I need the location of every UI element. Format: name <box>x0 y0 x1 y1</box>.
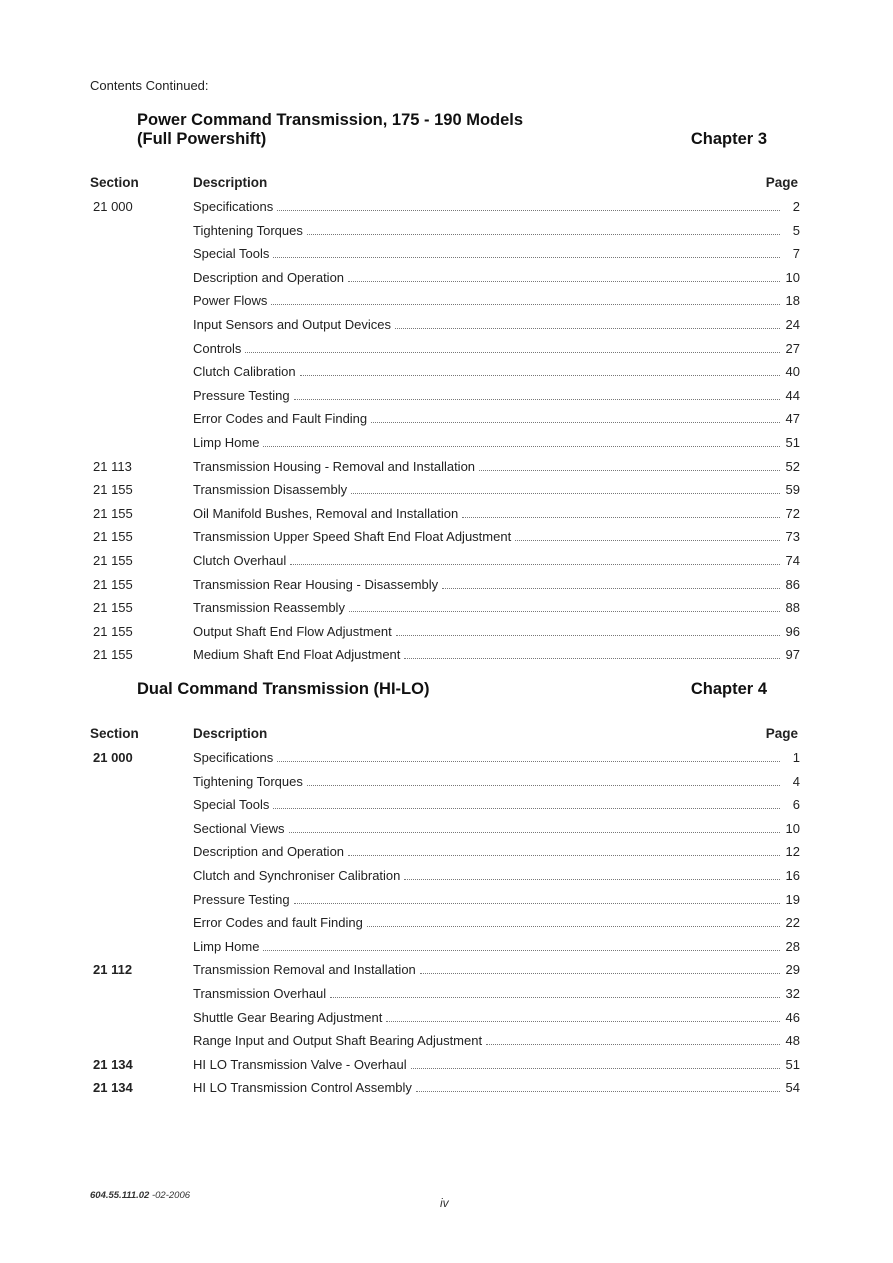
toc-entry-description: Controls <box>193 341 245 356</box>
dot-leader <box>386 1020 779 1022</box>
toc-entry-description: Output Shaft End Flow Adjustment <box>193 624 396 639</box>
toc-entry <box>88 246 800 270</box>
toc-entry-description: Oil Manifold Bushes, Removal and Installation <box>193 506 462 521</box>
toc-entry-section: 21 155 <box>93 600 133 616</box>
toc-entry-page: 27 <box>785 340 800 356</box>
toc-entry <box>88 915 800 939</box>
section-column-header: Section <box>90 726 139 741</box>
document-number: 604.55.111.02 <box>90 1190 150 1201</box>
chapter-4-heading <box>137 680 767 699</box>
dot-leader <box>307 233 780 235</box>
dot-leader <box>273 256 780 258</box>
toc-entry-page: 18 <box>785 293 800 309</box>
toc-entry-description: Specifications <box>193 750 277 765</box>
contents-continued-label: Contents Continued: <box>90 78 209 93</box>
toc-entry-section: 21 112 <box>93 962 133 978</box>
dot-leader <box>420 972 780 974</box>
toc-entry-page: 7 <box>792 246 800 262</box>
toc-entry-page: 10 <box>785 269 800 285</box>
toc-header-row <box>88 175 800 199</box>
toc-entry-section: 21 155 <box>93 576 133 592</box>
toc-entry-description: Transmission Housing - Removal and Installation <box>193 459 479 474</box>
toc-entry-section: 21 155 <box>93 482 133 498</box>
dot-leader <box>367 925 780 927</box>
toc-entry-description: Tightening Torques <box>193 774 307 789</box>
page-column-header: Page <box>765 726 798 741</box>
chapter-4-toc-table <box>88 726 800 1104</box>
toc-entry-description: Description and Operation <box>193 844 348 859</box>
chapter-4-toc-rows <box>88 750 800 1104</box>
toc-entry <box>88 388 800 412</box>
toc-entry-description: Tightening Torques <box>193 223 307 238</box>
toc-entry <box>88 986 800 1010</box>
toc-entry-page: 6 <box>792 797 800 813</box>
dot-leader <box>462 516 779 518</box>
toc-entry <box>88 317 800 341</box>
toc-entry-section: 21 155 <box>93 623 133 639</box>
chapter-4-title-line1: Dual Command Transmission (HI-LO) <box>137 680 430 698</box>
toc-entry-page: 40 <box>785 364 800 380</box>
dot-leader <box>411 1067 780 1069</box>
description-column-header: Description <box>193 726 268 741</box>
toc-entry-page: 59 <box>785 482 800 498</box>
toc-entry <box>88 293 800 317</box>
dot-leader <box>349 610 780 612</box>
dot-leader <box>290 563 779 565</box>
toc-entry-page: 44 <box>785 387 800 403</box>
toc-entry <box>88 600 800 624</box>
chapter-3-label: Chapter 3 <box>690 130 767 148</box>
toc-entry-page: 51 <box>785 1056 800 1072</box>
page-number: iv <box>440 1196 449 1210</box>
toc-entry <box>88 199 800 223</box>
toc-entry-page: 73 <box>785 529 800 545</box>
dot-leader <box>294 902 780 904</box>
toc-entry-section: 21 113 <box>93 458 132 474</box>
chapter-3-heading <box>137 111 767 149</box>
toc-entry <box>88 435 800 459</box>
toc-entry <box>88 892 800 916</box>
toc-entry-page: 46 <box>785 1009 800 1025</box>
toc-entry-description: Error Codes and fault Finding <box>193 915 367 930</box>
dot-leader <box>330 996 779 998</box>
toc-entry-description: Special Tools <box>193 797 273 812</box>
toc-entry <box>88 459 800 483</box>
toc-entry-description: Clutch Calibration <box>193 364 300 379</box>
toc-entry <box>88 750 800 774</box>
dot-leader <box>273 807 780 809</box>
toc-entry <box>88 506 800 530</box>
toc-entry-page: 29 <box>785 962 800 978</box>
toc-entry-description: Input Sensors and Output Devices <box>193 317 395 332</box>
toc-entry-description: HI LO Transmission Control Assembly <box>193 1080 416 1095</box>
toc-entry-description: Pressure Testing <box>193 388 294 403</box>
page-column-header: Page <box>765 175 798 190</box>
dot-leader <box>486 1043 779 1045</box>
dot-leader <box>263 949 779 951</box>
toc-entry-page: 51 <box>785 434 800 450</box>
toc-entry-page: 52 <box>785 458 800 474</box>
toc-entry-description: Power Flows <box>193 293 271 308</box>
toc-entry-description: HI LO Transmission Valve - Overhaul <box>193 1057 411 1072</box>
toc-entry <box>88 868 800 892</box>
document-code <box>90 1190 190 1201</box>
toc-entry-description: Transmission Disassembly <box>193 482 351 497</box>
toc-entry <box>88 1057 800 1081</box>
toc-entry <box>88 341 800 365</box>
toc-entry <box>88 364 800 388</box>
toc-entry-description: Description and Operation <box>193 270 348 285</box>
dot-leader <box>277 209 780 211</box>
toc-entry <box>88 223 800 247</box>
toc-entry-description: Transmission Removal and Installation <box>193 962 420 977</box>
toc-entry <box>88 577 800 601</box>
toc-entry <box>88 962 800 986</box>
dot-leader <box>442 587 779 589</box>
document-date: -02-2006 <box>151 1190 191 1201</box>
dot-leader <box>348 280 780 282</box>
toc-entry-page: 1 <box>792 750 800 765</box>
toc-entry <box>88 624 800 648</box>
dot-leader <box>404 657 779 659</box>
chapter-4-label: Chapter 4 <box>690 680 767 698</box>
toc-entry <box>88 647 800 671</box>
dot-leader <box>300 374 780 376</box>
toc-entry-page: 10 <box>785 820 800 836</box>
toc-entry-description: Error Codes and Fault Finding <box>193 411 371 426</box>
toc-entry <box>88 1033 800 1057</box>
dot-leader <box>307 784 780 786</box>
dot-leader <box>245 351 779 353</box>
section-column-header: Section <box>90 175 139 190</box>
toc-entry-description: Transmission Reassembly <box>193 600 349 615</box>
toc-entry-section: 21 155 <box>93 552 133 568</box>
toc-entry-section: 21 134 <box>93 1080 133 1096</box>
toc-entry-page: 22 <box>785 915 800 931</box>
toc-entry-page: 88 <box>785 600 800 616</box>
chapter-3-title-line2: (Full Powershift) <box>137 130 267 148</box>
toc-entry <box>88 844 800 868</box>
description-column-header: Description <box>193 175 268 190</box>
dot-leader <box>395 327 780 329</box>
toc-header-row <box>88 726 800 750</box>
toc-entry-page: 19 <box>785 891 800 907</box>
toc-entry-page: 4 <box>792 773 800 789</box>
toc-entry <box>88 482 800 506</box>
toc-entry-page: 24 <box>785 316 800 332</box>
dot-leader <box>515 539 779 541</box>
toc-entry <box>88 270 800 294</box>
toc-entry-description: Special Tools <box>193 246 273 261</box>
toc-entry-page: 48 <box>785 1033 800 1049</box>
toc-entry-page: 54 <box>785 1080 800 1096</box>
toc-entry-description: Transmission Upper Speed Shaft End Float Adjustment <box>193 529 515 544</box>
toc-entry-description: Medium Shaft End Float Adjustment <box>193 647 404 662</box>
dot-leader <box>396 634 780 636</box>
dot-leader <box>348 854 780 856</box>
toc-entry-section: 21 155 <box>93 647 133 663</box>
toc-entry-description: Pressure Testing <box>193 892 294 907</box>
toc-entry-page: 5 <box>792 222 800 238</box>
toc-entry-section: 21 000 <box>93 750 133 765</box>
dot-leader <box>294 398 780 400</box>
toc-entry-section: 21 000 <box>93 199 133 214</box>
toc-entry-page: 86 <box>785 576 800 592</box>
toc-entry-page: 97 <box>785 647 800 663</box>
chapter-3-title-line1: Power Command Transmission, 175 - 190 Models <box>137 111 524 129</box>
toc-entry-description: Range Input and Output Shaft Bearing Adjustment <box>193 1033 486 1048</box>
dot-leader <box>404 878 779 880</box>
toc-entry-section: 21 155 <box>93 529 133 545</box>
toc-entry-description: Shuttle Gear Bearing Adjustment <box>193 1010 386 1025</box>
toc-entry-description: Limp Home <box>193 435 263 450</box>
dot-leader <box>479 469 779 471</box>
dot-leader <box>271 303 779 305</box>
toc-entry-page: 32 <box>785 985 800 1001</box>
toc-entry-page: 96 <box>785 623 800 639</box>
chapter-3-toc-table <box>88 175 800 671</box>
dot-leader <box>371 421 779 423</box>
dot-leader <box>263 445 779 447</box>
chapter-3-toc-rows <box>88 199 800 671</box>
toc-entry-description: Transmission Overhaul <box>193 986 330 1001</box>
toc-entry <box>88 774 800 798</box>
toc-entry-description: Clutch Overhaul <box>193 553 290 568</box>
toc-entry-page: 16 <box>785 867 800 883</box>
toc-entry-page: 74 <box>785 552 800 568</box>
dot-leader <box>277 760 780 762</box>
toc-entry-page: 47 <box>785 411 800 427</box>
toc-entry <box>88 553 800 577</box>
toc-entry-page: 2 <box>792 199 800 214</box>
toc-entry-description: Specifications <box>193 199 277 214</box>
toc-entry <box>88 821 800 845</box>
toc-entry <box>88 1080 800 1104</box>
dot-leader <box>416 1090 780 1092</box>
toc-entry <box>88 1010 800 1034</box>
toc-entry-page: 12 <box>785 844 800 860</box>
toc-entry-page: 28 <box>785 938 800 954</box>
dot-leader <box>351 492 779 494</box>
dot-leader <box>289 831 780 833</box>
toc-entry <box>88 797 800 821</box>
toc-entry-description: Limp Home <box>193 939 263 954</box>
toc-entry-description: Clutch and Synchroniser Calibration <box>193 868 404 883</box>
toc-entry-description: Sectional Views <box>193 821 289 836</box>
toc-entry <box>88 411 800 435</box>
toc-entry-page: 72 <box>785 505 800 521</box>
toc-entry-description: Transmission Rear Housing - Disassembly <box>193 577 442 592</box>
toc-entry <box>88 529 800 553</box>
toc-entry <box>88 939 800 963</box>
toc-entry-section: 21 155 <box>93 505 133 521</box>
toc-entry-section: 21 134 <box>93 1056 133 1072</box>
